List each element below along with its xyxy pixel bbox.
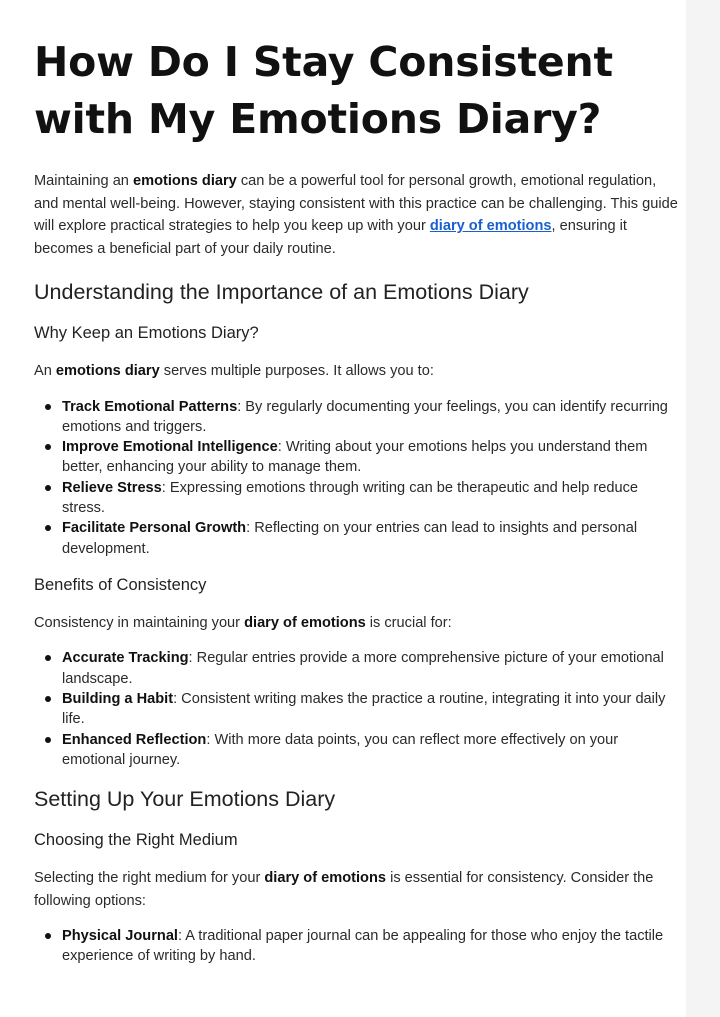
medium-lead — [34, 867, 684, 912]
intro-paragraph — [34, 170, 684, 260]
list-item-text: : Expressing emotions through writing can be therapeutic and help reduce stress. — [62, 479, 639, 516]
medium-list — [34, 926, 684, 967]
section-heading-setting-up: Setting Up Your Emotions Diary — [34, 787, 336, 812]
lead-text: Selecting the right medium for your — [34, 870, 265, 887]
lead-bold: diary of emotions — [244, 614, 366, 631]
list-item-title: Track Emotional Patterns — [62, 398, 238, 415]
lead-text: serves multiple purposes. It allows you to: — [159, 363, 434, 379]
list-item-text: : By regularly documenting your feelings, you can identify recurring emotions and triggers. — [62, 398, 668, 435]
intro-bold-emotions-diary: emotions diary — [132, 173, 237, 189]
list-item — [62, 730, 684, 771]
benefits-list — [34, 648, 684, 770]
list-item-text: : Reflecting on your entries can lead to insights and personal development. — [62, 520, 638, 557]
list-item-title: Facilitate Personal Growth — [62, 520, 247, 537]
benefits-lead — [34, 612, 684, 635]
list-item — [62, 926, 684, 967]
lead-text: is crucial for: — [365, 614, 452, 631]
intro-text-2: can be a powerful tool for personal growth, emotional regulation, and mental well-being. However, staying consistent with this practice can be challenging. This guide will explore practical strategies to help you keep up with your — [34, 173, 678, 234]
list-item-title: Physical Journal — [62, 928, 178, 945]
subheading-why-keep: Why Keep an Emotions Diary? — [34, 324, 259, 342]
list-item — [62, 437, 684, 478]
list-item — [62, 648, 684, 689]
purposes-list — [34, 397, 684, 559]
lead-bold: emotions diary — [55, 363, 160, 379]
list-item-text: : Writing about your emotions helps you understand them better, enhancing your ability to manage them. — [62, 439, 648, 476]
list-item — [62, 478, 684, 519]
diary-of-emotions-link[interactable]: diary of emotions — [429, 218, 552, 234]
list-item-title: Enhanced Reflection — [62, 731, 207, 748]
intro-text-1: Maintaining an — [34, 173, 133, 189]
list-item-title: Building a Habit — [62, 690, 174, 707]
lead-text: An — [34, 363, 56, 379]
list-item-text: : A traditional paper journal can be appealing for those who enjoy the tactile experience of writing by hand. — [62, 928, 664, 965]
list-item — [62, 397, 684, 438]
lead-text: Consistency in maintaining your — [34, 614, 245, 631]
list-item-title: Relieve Stress — [62, 479, 162, 496]
list-item — [62, 689, 684, 730]
page-title: How Do I Stay Consistent with My Emotions Diary? — [34, 38, 613, 143]
list-item-title: Improve Emotional Intelligence — [62, 439, 278, 456]
section-heading-importance: Understanding the Importance of an Emotions Diary — [34, 280, 529, 304]
list-item-title: Accurate Tracking — [62, 650, 189, 667]
list-item-text: : With more data points, you can reflect more effectively on your emotional journey. — [62, 731, 619, 768]
list-item — [62, 518, 684, 559]
intro-text-3: , ensuring it becomes a beneficial part of your daily routine. — [34, 218, 627, 257]
subheading-benefits: Benefits of Consistency — [34, 575, 207, 594]
lead-text: is essential for consistency. Consider the following options: — [34, 870, 654, 909]
list-item-text: : Consistent writing makes the practice a routine, integrating it into your daily life. — [62, 690, 666, 728]
subheading-choosing-medium: Choosing the Right Medium — [34, 831, 238, 850]
why-keep-lead — [34, 360, 684, 383]
list-item-text: : Regular entries provide a more comprehensive picture of your emotional landscape. — [62, 650, 664, 687]
lead-bold: diary of emotions — [264, 870, 387, 887]
